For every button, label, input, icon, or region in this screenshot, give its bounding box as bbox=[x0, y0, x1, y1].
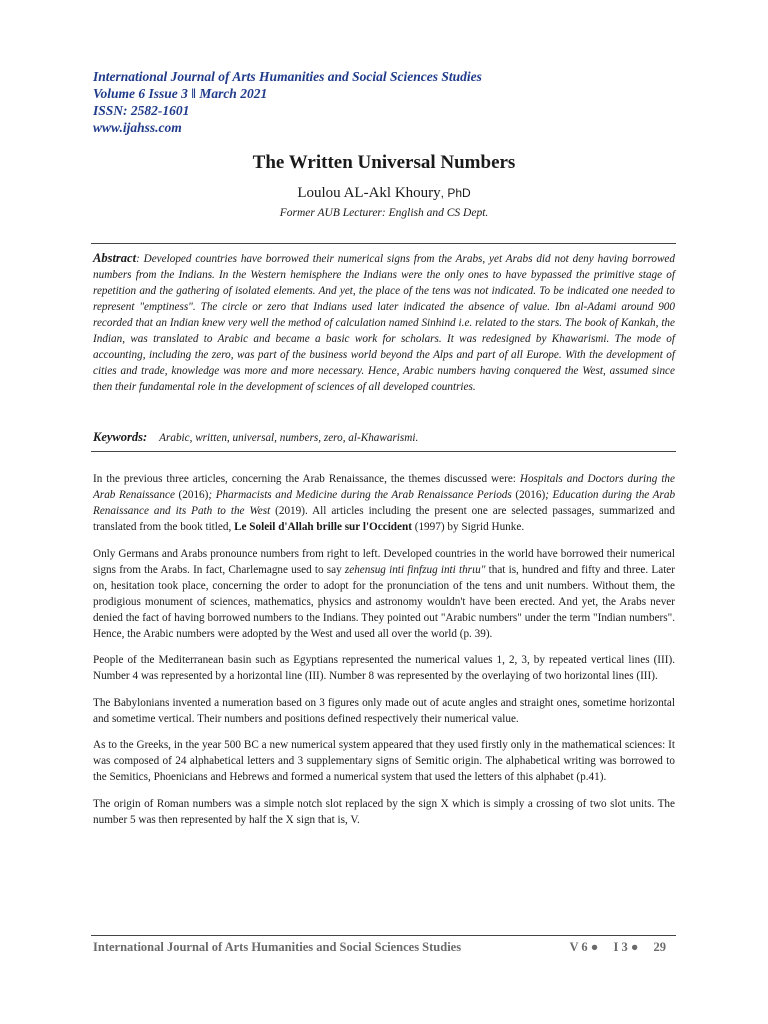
p1-year-2: (2016) bbox=[511, 489, 546, 501]
author-name: Loulou AL-Akl Khoury bbox=[297, 185, 441, 201]
paragraph-2 bbox=[93, 546, 675, 642]
footer-journal: International Journal of Arts Humanities and Social Sciences Studies bbox=[93, 940, 462, 954]
p1-title-pharmacists: ; Pharmacists and Medicine during the Arab Renaissance Periods bbox=[208, 489, 512, 501]
p1-book-title: Le Soleil d'Allah brille sur l'Occident bbox=[234, 521, 412, 533]
paragraph-5: As to the Greeks, in the year 500 BC a new numerical system appeared that they used firstly only in the mathematical sciences: It was composed of 24 alphabetical letters and 3 supplementary signs of Semitic origin. The alphabetical writing was borrowed to the Semitics, Phoenicians and Hebrews and formed a numerical system that used the letters of this alphabet (p.41). bbox=[93, 739, 675, 783]
p2-text-a: Only Germans and Arabs pronounce numbers from right to left. Developed countries in the world have borrowed their numerical signs from the Arabs. In fact, Charlemagne used to say bbox=[93, 547, 675, 576]
keywords-text: Arabic, written, universal, numbers, zero, al-Khawarismi. bbox=[159, 432, 419, 444]
p2-german-quote: zehensug inti finfzug inti thrιu" bbox=[344, 563, 486, 576]
footer-page-number: 29 bbox=[653, 940, 666, 954]
footer-volume: V 6 ● bbox=[569, 940, 599, 954]
p1-text-g: (2019). All articles including the present one are selected passages, summarized and translated from the book titled, bbox=[93, 505, 675, 533]
page-footer bbox=[93, 940, 666, 955]
journal-website[interactable]: www.ijahss.com bbox=[93, 120, 182, 135]
abstract bbox=[93, 250, 675, 395]
p1-text-a: In the previous three articles, concerning the Arab Renaissance, the themes discussed were: bbox=[93, 473, 520, 485]
paper-title: The Written Universal Numbers bbox=[252, 152, 516, 173]
p1-title-hospitals: Hospitals and Doctors during the Arab Renaissance bbox=[93, 473, 675, 501]
paragraph-1 bbox=[93, 471, 675, 535]
paragraph-6: The origin of Roman numbers was a simple notch slot replaced by the sign X which is simply a crossing of two slot units. The number 5 was then represented by half the X sign that is, V. bbox=[93, 797, 675, 826]
p1-title-education: ; Education during the Arab Renaissance and its Path to the West bbox=[93, 489, 676, 517]
abstract-top-rule bbox=[91, 243, 676, 244]
journal-volume: Volume 6 Issue 3 ǁ March 2021 bbox=[93, 86, 268, 101]
p2-text-c: that is, hundred and fifty and three. Later on, hesitation took place, concerning the order to adopt for the pronunciation of the tens and unit numbers. Without them, the prodigious monument of sciences, mathematics, physics and astronomy wouldn't have been erected. And yet, the Arabs never denied the fact of having borrowed numbers to the Indians. They pointed out "Arabic numbers" under the term "Indian numbers". Hence, the Arabic numbers were adopted by the West and used all over the world (p. 39). bbox=[93, 563, 675, 640]
footer-rule bbox=[91, 935, 676, 936]
journal-header bbox=[93, 68, 482, 136]
journal-name: International Journal of Arts Humanities and Social Sciences Studies bbox=[93, 69, 482, 84]
footer-issue: I 3 ● bbox=[613, 940, 639, 954]
keywords bbox=[93, 430, 418, 445]
abstract-text: : Developed countries have borrowed their numerical signs from the Arabs, yet Arabs did not deny having borrowed numbers from the Indians. In the Western hemisphere the Indians were the only ones to have bypassed the primitive stage of repetition and the gathering of isolated elements. And yet, the place of the tens was not indicated. To be indicated one needed to represent "emptiness". The circle or zero that Indians used later indicated the absence of value. Ibn al-Adami around 900 recorded that an Indian knew very well the method of calculation named Sinhind i.e. related to the stars. The book of Kankah, the Indian, was translated to Arabic and became a basic work for scholars. It was redesigned by Khawarismi. The mode of accounting, including the zero, was part of the business world beyond the Alps and part of all Europe. With the development of cities and trade, knowledge was more and more necessary. Hence, Arabic numbers having conquered the West, assumed since then their fundamental role in the development of sciences of all developed countries. bbox=[93, 253, 675, 393]
p1-text-i: (1997) by Sigrid Hunke. bbox=[411, 521, 525, 533]
author-degree: , PhD bbox=[440, 186, 471, 200]
paragraph-4: The Babylonians invented a numeration based on 3 figures only made out of acute angles and straight ones, sometime horizontal and sometime vertical. Their numbers and positions defined respectively their numerical value. bbox=[93, 696, 675, 725]
p1-year-1: (2016) bbox=[174, 489, 209, 501]
abstract-label: Abstract bbox=[93, 251, 137, 265]
author-line bbox=[0, 185, 768, 202]
body-text bbox=[93, 471, 675, 838]
keywords-label: Keywords: bbox=[93, 430, 148, 444]
journal-issn: ISSN: 2582-1601 bbox=[93, 103, 190, 118]
author-affiliation: Former AUB Lecturer: English and CS Dept. bbox=[279, 207, 489, 219]
paragraph-3: People of the Mediterranean basin such as Egyptians represented the numerical values 1, 2, 3, by repeated vertical lines (III). Number 4 was represented by a horizontal line (III). Number 8 was represented by the overlaying of two horizontal lines (III). bbox=[93, 654, 675, 682]
footer-meta bbox=[557, 940, 666, 955]
keywords-bottom-rule bbox=[91, 451, 676, 452]
